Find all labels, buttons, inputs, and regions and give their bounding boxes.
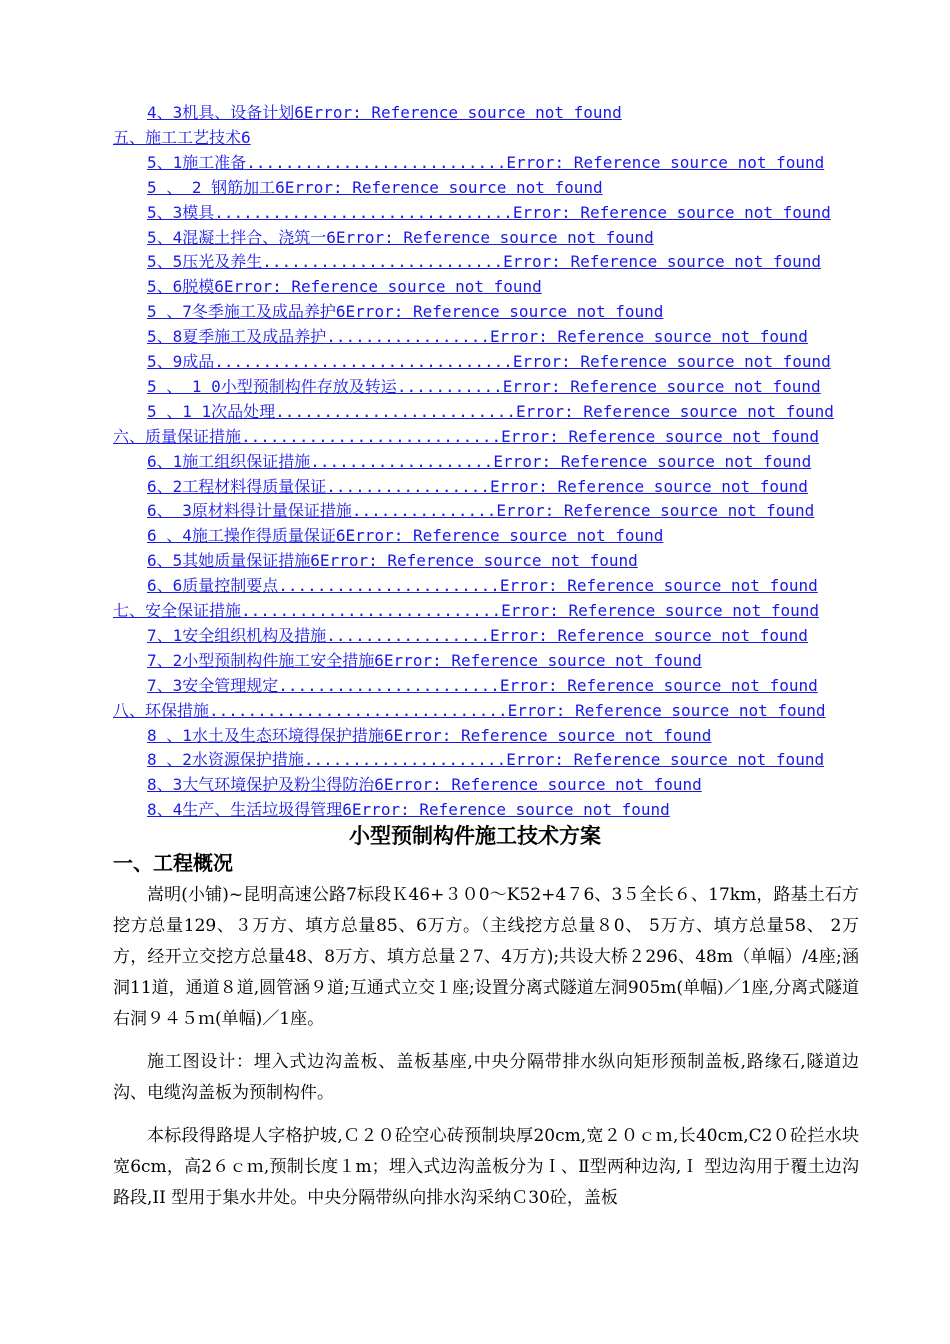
- toc-entry-title: 7、1安全组织机构及措施: [147, 625, 327, 645]
- toc-entry-title: 6、6质量控制要点: [147, 576, 279, 596]
- toc-entry-page-ref: Error: Reference source not found: [493, 451, 812, 471]
- toc-entry-leader-dots: ...............................: [214, 352, 513, 371]
- toc-entry-title: 八、环保措施: [113, 700, 210, 720]
- toc-entry[interactable]: [147, 100, 622, 125]
- toc-entry-page-ref: 一6Error: Reference source not found: [310, 227, 654, 247]
- toc-entry-title: 4、3机具、设备计划: [147, 103, 295, 122]
- paragraph: 本标段得路堤人字格护坡,Ｃ２０砼空心砖预制块厚20cm,宽２０ｃｍ,长40cm,C2０砼拦水块宽6cm，高2６ｃｍ,预制长度１m；埋入式边沟盖板分为Ｉ、Ⅱ型两种边沟,Ｉ 型边沟用于覆土边沟路段,II 型用于集水井处。中央分隔带纵向排水沟采纳Ｃ30砼，盖板: [113, 1126, 859, 1208]
- toc-entry[interactable]: [147, 772, 702, 797]
- toc-entry-title: 5 、 1 0小型预制构件存放及转运: [147, 376, 397, 396]
- toc-entry-page-ref: 6Error: Reference source not found: [342, 800, 670, 820]
- toc-entry-leader-dots: ...............: [351, 501, 497, 521]
- toc-entry[interactable]: [147, 474, 808, 499]
- toc-entry[interactable]: [147, 299, 663, 324]
- paragraph: 嵩明(小铺)~昆明高速公路7标段Ｋ46+３０0～K52+4７6、3５全长６、17km，路基土石方挖方总量129、３万方、填方总量85、6万方。（主线挖方总量８0、 5万方、填方总量58、 2万方，经开立交挖方总量48、8万方、填方总量２7、4万方);共设大桥２296、48m（单幅）/4座;涵洞11道，通道８道,圆管涵９道;互通式立交１座;设置分离式隧道左洞905m(单幅)／1座,分离式隧道右洞９４５ｍ(单幅)／1座。: [113, 885, 859, 1029]
- toc-entry-title: 8 、2水资源保护措施: [147, 750, 304, 770]
- toc-entry-title: 5、5压光及养生: [147, 252, 263, 272]
- toc-entry-title: 8、4生产、生活垃圾得管理: [147, 800, 343, 820]
- toc-entry-title: 8、3大气环境保护及粉尘得防治: [147, 775, 375, 795]
- toc-entry-page-ref: Error: Reference source not found: [512, 352, 831, 371]
- toc-entry-leader-dots: ...........: [396, 376, 503, 396]
- toc-entry-page-ref: 6Error: Reference source not found: [294, 103, 622, 122]
- toc-entry-page-ref: Error: Reference source not found: [503, 252, 821, 272]
- toc-entry-title: 7、2小型预制构件施工安全措施: [147, 650, 375, 670]
- toc-entry-page-ref: 6Error: Reference source not found: [335, 302, 664, 322]
- toc-entry[interactable]: [147, 150, 824, 175]
- toc-entry[interactable]: [147, 175, 603, 200]
- toc-entry[interactable]: [147, 498, 814, 523]
- toc-entry-leader-dots: .....................: [303, 750, 507, 770]
- toc-entry[interactable]: [147, 249, 821, 274]
- toc-entry-leader-dots: ...............................: [214, 202, 513, 222]
- toc-entry[interactable]: [147, 747, 824, 772]
- toc-entry-page-ref: Error: Reference source not found: [490, 625, 808, 645]
- paragraph: 施工图设计：埋入式边沟盖板、盖板基座,中央分隔带排水纵向矩形预制盖板,路缘石,隧道边沟、电缆沟盖板为预制构件。: [113, 1052, 859, 1103]
- toc-entry[interactable]: [147, 723, 711, 748]
- toc-entry-page-ref: 6Error: Reference source not found: [335, 526, 664, 546]
- toc-entry-page-ref: 6Error: Reference source not found: [275, 177, 603, 197]
- toc-entry-leader-dots: .................: [326, 476, 491, 496]
- toc-entry-title: 5、8夏季施工及成品养护: [147, 327, 327, 347]
- toc-entry-page-ref: 6Error: Reference source not found: [374, 650, 702, 670]
- toc-entry[interactable]: [113, 698, 826, 723]
- toc-entry[interactable]: [113, 125, 251, 150]
- toc-entry-title: 6、2工程材料得质量保证: [147, 476, 327, 496]
- toc-entry-leader-dots: ...................: [310, 451, 494, 471]
- toc-entry-title: 5 、7冬季施工及成品养护: [147, 302, 336, 322]
- toc-entry-leader-dots: ...............................: [209, 700, 508, 720]
- toc-entry-title: 五、施工工艺技术: [113, 127, 242, 147]
- toc-entry-title: 七、安全保证措施: [113, 601, 242, 620]
- toc-entry-title: 6、5其她质量保证措施: [147, 551, 311, 571]
- toc-entry-leader-dots: ...........................: [241, 426, 502, 446]
- toc-entry-page-ref: Error: Reference source not found: [490, 327, 808, 347]
- toc-entry[interactable]: [147, 324, 808, 349]
- toc-entry-page-ref: 6Error: Reference source not found: [214, 277, 542, 297]
- toc-entry-title: 5 、1 1次品处理: [147, 401, 276, 421]
- toc-entry[interactable]: [147, 225, 654, 250]
- toc-entry[interactable]: [147, 349, 831, 374]
- toc-entry-title: 5 、 2 钢筋加工: [147, 177, 276, 197]
- toc-entry[interactable]: [147, 548, 638, 573]
- toc-entry-page-ref: Error: Reference source not found: [507, 700, 826, 720]
- toc-entry-title: 6、 3原材料得计量保证措施: [147, 501, 352, 521]
- toc-entry-page-ref: 6: [241, 127, 251, 147]
- toc-entry-page-ref: Error: Reference source not found: [501, 426, 819, 446]
- body-text: [113, 880, 859, 1226]
- toc-entry[interactable]: [147, 449, 811, 474]
- toc-entry-page-ref: Error: Reference source not found: [502, 376, 821, 396]
- toc-entry[interactable]: [113, 598, 819, 623]
- toc-entry-title: 7、3安全管理规定: [147, 675, 279, 695]
- toc-entry-title: 六、质量保证措施: [113, 426, 242, 446]
- toc-entry[interactable]: [147, 797, 670, 822]
- toc-entry[interactable]: [147, 374, 821, 399]
- toc-entry-leader-dots: .......................: [278, 675, 500, 695]
- toc-entry-page-ref: Error: Reference source not found: [496, 501, 815, 521]
- toc-entry[interactable]: [147, 673, 818, 698]
- toc-entry-page-ref: Error: Reference source not found: [512, 202, 831, 222]
- toc-entry-leader-dots: ...........................: [246, 152, 507, 172]
- toc-entry-leader-dots: .........................: [275, 401, 516, 421]
- toc-entry-page-ref: Error: Reference source not found: [499, 576, 818, 596]
- section-heading: 一、工程概况: [113, 851, 233, 875]
- toc-entry-leader-dots: ...........................: [241, 601, 502, 620]
- toc-entry-page-ref: 6Error: Reference source not found: [310, 551, 638, 571]
- toc-entry-leader-dots: .........................: [262, 252, 504, 272]
- toc-entry[interactable]: [147, 399, 834, 424]
- toc-entry[interactable]: [147, 623, 808, 648]
- toc-entry-page-ref: Error: Reference source not found: [516, 401, 834, 421]
- toc-entry[interactable]: [147, 523, 663, 548]
- toc-entry-title: 5、4混凝土拌合、浇筑: [147, 227, 311, 247]
- toc-entry[interactable]: [147, 274, 542, 299]
- toc-entry-page-ref: Error: Reference source not found: [499, 675, 818, 695]
- toc-entry-page-ref: Error: Reference source not found: [506, 750, 825, 770]
- toc-entry-title: 5、1施工准备: [147, 152, 247, 172]
- document-title: 小型预制构件施工技术方案: [349, 824, 601, 848]
- toc-entry-leader-dots: .......................: [278, 576, 500, 596]
- toc-entry-title: 5、6脱模: [147, 277, 215, 297]
- toc-entry-leader-dots: .................: [326, 625, 491, 645]
- toc-entry-leader-dots: .................: [326, 327, 491, 347]
- toc-entry-page-ref: Error: Reference source not found: [501, 601, 819, 620]
- toc-entry-page-ref: 6Error: Reference source not found: [374, 775, 702, 795]
- toc-entry-title: 5、9成品: [147, 352, 215, 371]
- toc-entry-page-ref: Error: Reference source not found: [506, 152, 825, 172]
- toc-entry-title: 5、3模具: [147, 202, 215, 222]
- toc-entry[interactable]: [147, 648, 702, 673]
- toc-entry-page-ref: Error: Reference source not found: [490, 476, 808, 496]
- toc-entry[interactable]: [113, 424, 819, 449]
- toc-entry-title: 8 、1水土及生态环境得保护措施: [147, 725, 384, 745]
- toc-entry-page-ref: 6Error: Reference source not found: [383, 725, 712, 745]
- toc-entry[interactable]: [147, 573, 818, 598]
- toc-entry-title: 6 、4施工操作得质量保证: [147, 526, 336, 546]
- toc-entry[interactable]: [147, 200, 831, 225]
- toc-entry-title: 6、1施工组织保证措施: [147, 451, 311, 471]
